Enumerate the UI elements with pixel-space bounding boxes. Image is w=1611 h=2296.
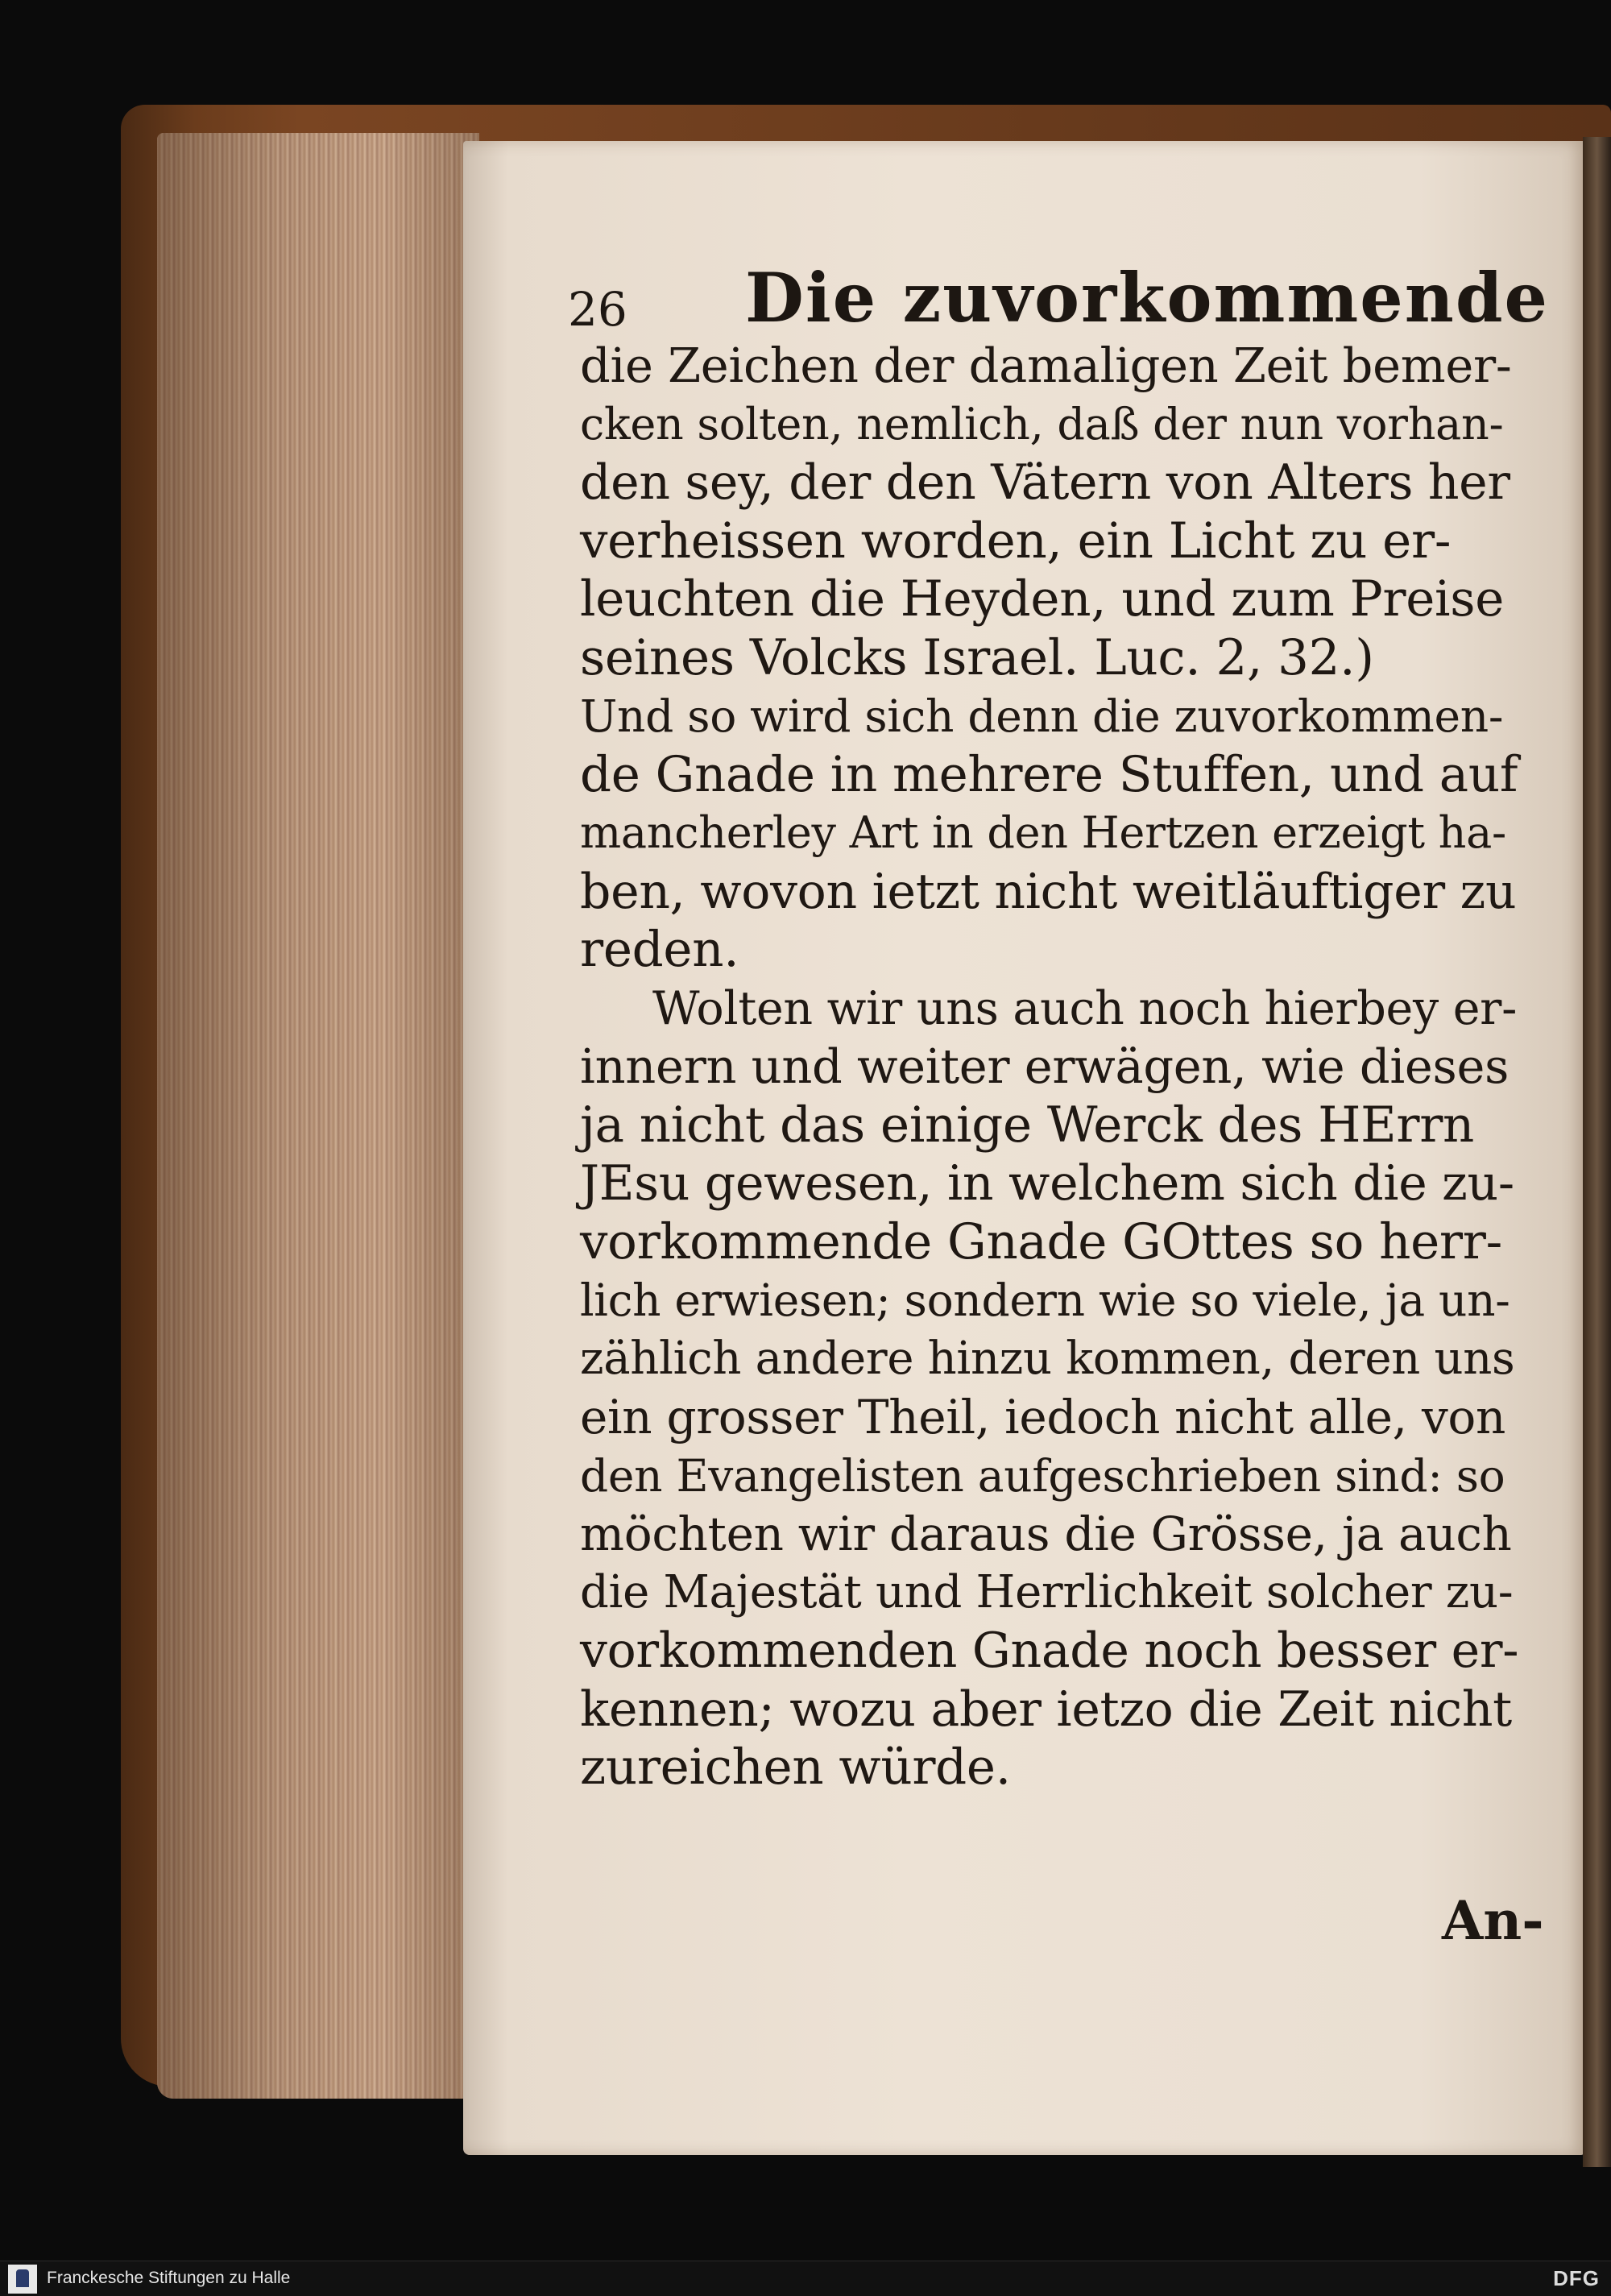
text-line: lich erwiesen; sondern wie so viele, ja un- — [580, 1274, 1510, 1326]
institution-name: Franckesche Stiftungen zu Halle — [47, 2269, 291, 2287]
book-gutter — [1583, 137, 1611, 2167]
text-line: mancherley Art in den Hertzen erzeigt ha- — [580, 807, 1506, 858]
page-number: 26 — [568, 282, 627, 337]
text-line: zählich andere hinzu kommen, deren uns — [580, 1332, 1515, 1385]
body-text — [580, 337, 1518, 1797]
text-line: cken solten, nemlich, daß der nun vorhan- — [580, 398, 1504, 450]
text-line: den sey, der den Vätern von Alters her — [580, 454, 1510, 511]
page-edges-shadow — [157, 133, 479, 2099]
catchword: An- — [1442, 1889, 1544, 1952]
text-line: leuchten die Heyden, und zum Preise — [580, 570, 1505, 628]
text-line: vorkommenden Gnade noch besser er- — [580, 1623, 1519, 1679]
running-head: Die zuvorkommende — [745, 258, 1549, 338]
text-line: ben, wovon ietzt nicht weitläuftiger zu — [580, 863, 1517, 920]
text-line: die Zeichen der damaligen Zeit bemer- — [580, 338, 1512, 393]
paragraph-first-line: Wolten wir uns auch noch hierbey er- — [652, 981, 1518, 1035]
text-line: reden. — [580, 921, 739, 978]
text-line: seines Volcks Israel. Luc. 2, 32.) — [580, 628, 1374, 686]
dfg-logo: DFG — [1553, 2266, 1600, 2290]
text-line: JEsu gewesen, in welchem sich die zu- — [580, 1155, 1514, 1212]
text-line: zureichen würde. — [580, 1739, 1011, 1796]
text-line: Und so wird sich denn die zuvorkommen- — [580, 690, 1504, 742]
text-line: kennen; wozu aber ietzo die Zeit nicht — [580, 1681, 1512, 1738]
text-line: möchten wir daraus die Grösse, ja auch — [580, 1506, 1512, 1561]
text-line: ein grosser Theil, iedoch nicht alle, von — [580, 1390, 1506, 1444]
text-line: ja nicht das einige Werck des HErrn — [580, 1096, 1475, 1154]
page-header — [568, 258, 1549, 346]
text-line: de Gnade in mehrere Stuffen, und auf — [580, 745, 1518, 803]
text-line: den Evangelisten aufgeschrieben sind: so — [580, 1449, 1505, 1502]
text-line: verheissen worden, ein Licht zu er- — [580, 512, 1452, 570]
text-line: innern und weiter erwägen, wie dieses — [580, 1038, 1510, 1094]
text-line: vorkommende Gnade GOttes so herr- — [580, 1212, 1502, 1270]
viewer-footer — [0, 2261, 1611, 2296]
text-line: die Majestät und Herrlichkeit solcher zu- — [580, 1565, 1514, 1618]
institution-logo-icon — [8, 2265, 37, 2294]
